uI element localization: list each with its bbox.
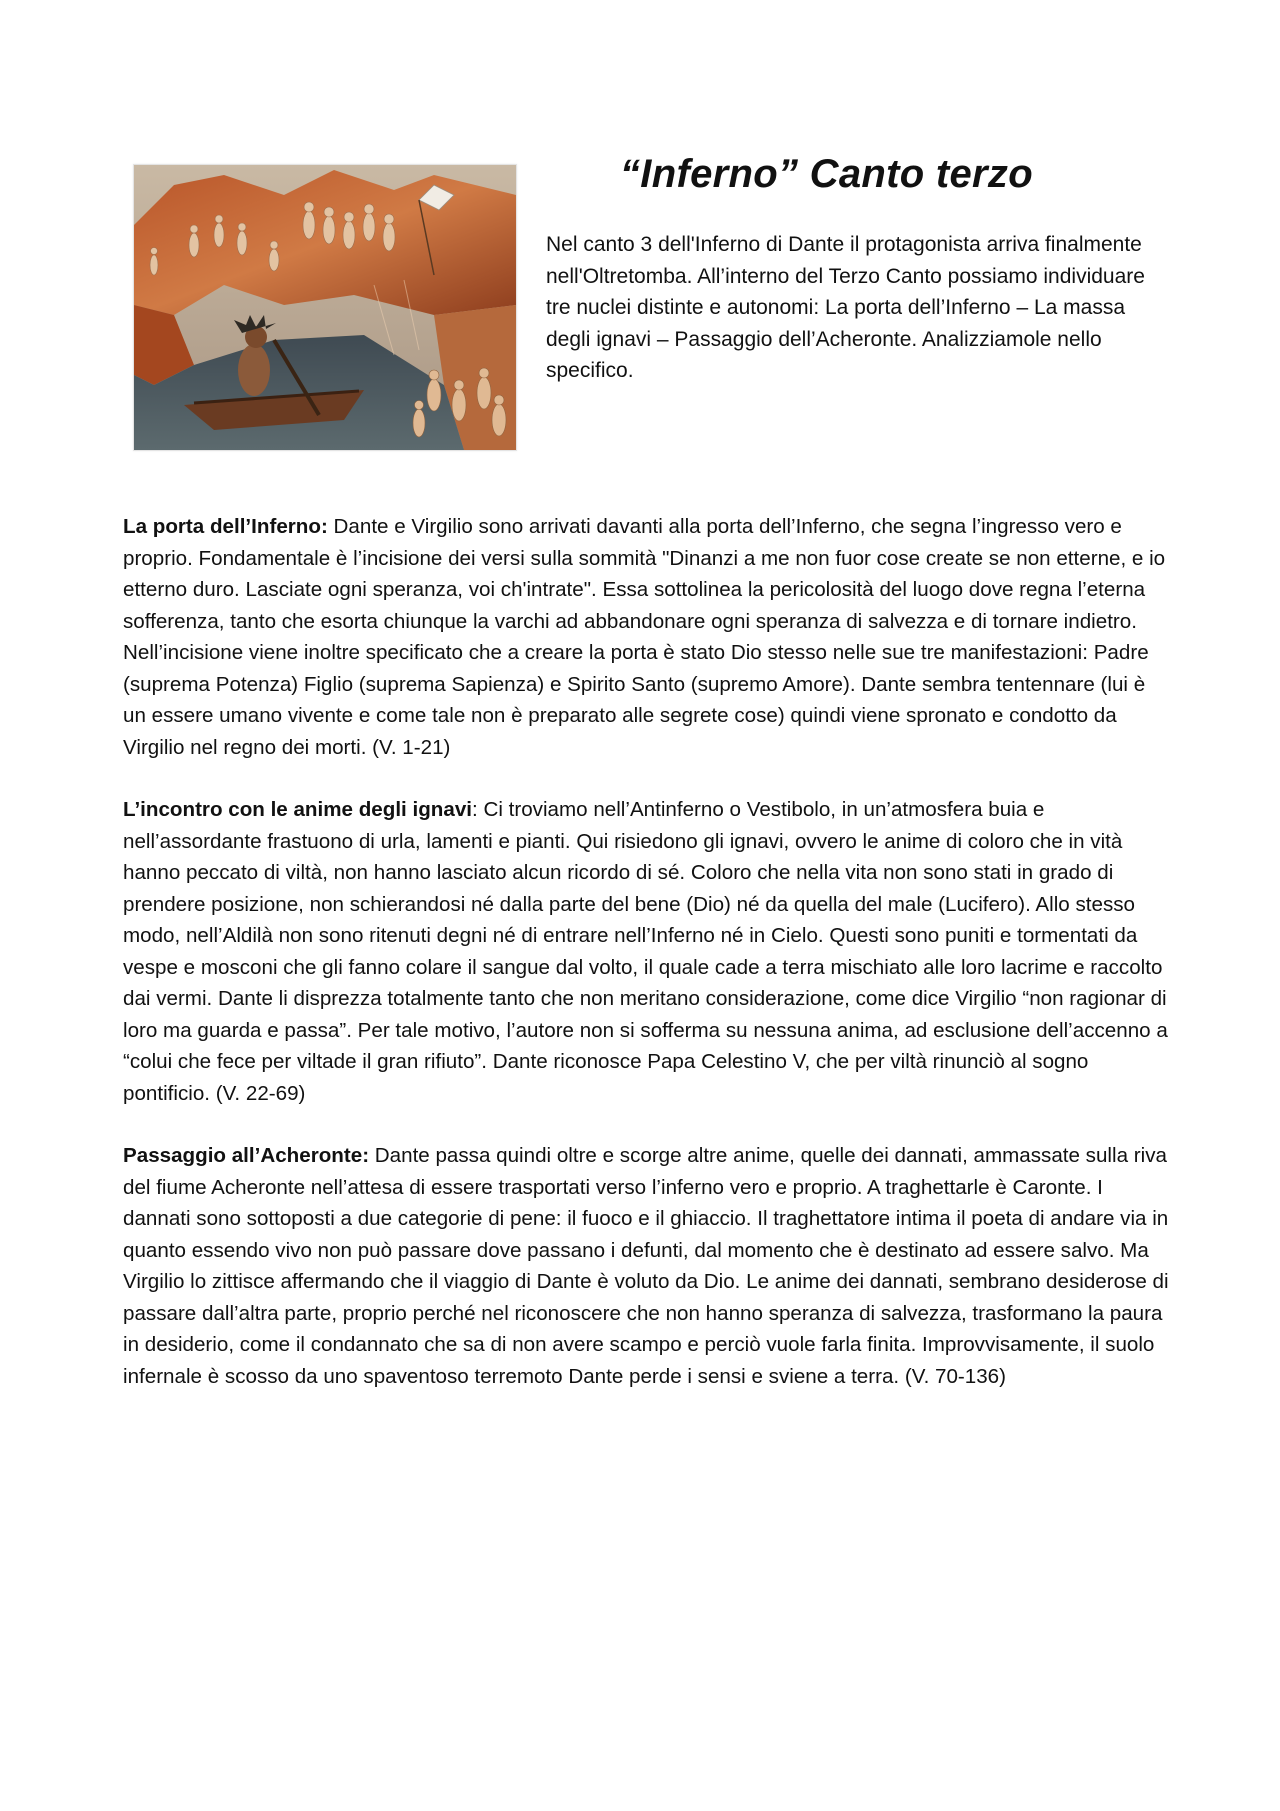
section-ignavi [123, 794, 1173, 1109]
section-acheronte [123, 1140, 1173, 1392]
inferno-illustration [133, 164, 517, 451]
section-porta-inferno [123, 511, 1173, 763]
page-title: “Inferno” Canto terzo [620, 152, 1033, 196]
section-heading: La porta dell’Inferno: [123, 515, 328, 538]
section-text: : Ci troviamo nell’Antinferno o Vestibolo, in un’atmosfera buia e nell’assordante frastuono di urla, lamenti e pianti. Qui risiedono gli ignavi, ovvero le anime di coloro che in vità hanno peccato di viltà, non hanno lasciato alcun ricordo di sé. Coloro che nella vita non sono stati in grado di prendere posizione, non schierandosi né dalla parte del bene (Dio) né da quella del male (Lucifero). Allo stesso modo, nell’Aldilà non sono ritenuti degni né di entrare nell’Inferno né in Cielo. Questi sono puniti e tormentati da vespe e mosconi che gli fanno colare il sangue dal volto, il quale cade a terra mischiato alle loro lacrime e raccolto dai vermi. Dante li disprezza totalmente tanto che non meritano considerazione, come dice Virgilio “non ragionar di loro ma guarda e passa”. Per tale motivo, l’autore non si sofferma su nessuna anima, ad esclusione dell’accenno a “colui che fece per viltade il gran rifiuto”. Dante riconosce Papa Celestino V, che per viltà rinunciò al sogno pontificio. (V. 22-69) [123, 798, 1168, 1105]
section-text: Dante passa quindi oltre e scorge altre anime, quelle dei dannati, ammassate sulla riva del fiume Acheronte nell’attesa di essere trasportati verso l’inferno vero e proprio. A traghettarle è Caronte. I dannati sono sottoposti a due categorie di pene: il fuoco e il ghiaccio. Il traghettatore intima il poeta di andare via in quanto essendo vivo non può passare dove passano i defunti, dal momento che è destinato ad essere salvo. Ma Virgilio lo zittisce affermando che il viaggio di Dante è voluto da Dio. Le anime dei dannati, sembrano desiderose di passare dall’altra parte, proprio perché nel riconoscere che non hanno speranza di salvezza, trasformano la paura in desiderio, come il condannato che sa di non avere scampo e perciò vuole farla finita. Improvvisamente, il suolo infernale è scosso da uno spaventoso terremoto Dante perde i sensi e sviene a terra. (V. 70-136) [123, 1144, 1169, 1388]
section-text: Dante e Virgilio sono arrivati davanti alla porta dell’Inferno, che segna l’ingresso vero e proprio. Fondamentale è l’incisione dei versi sulla sommità "Dinanzi a me non fuor cose create se non etterne, e io etterno duro. Lasciate ogni speranza, voi ch'intrate". Essa sottolinea la pericolosità del luogo dove regna l’eterna sofferenza, tanto che esorta chiunque la varchi ad abbandonare ogni speranza di salvezza e di tornare indietro. Nell’incisione viene inoltre specificato che a creare la porta è stato Dio stesso nelle sue tre manifestazioni: Padre (suprema Potenza) Figlio (suprema Sapienza) e Spirito Santo (supremo Amore). Dante sembra tentennare (lui è un essere umano vivente e come tale non è preparato alle segrete cose) quindi viene spronato e condotto da Virgilio nel regno dei morti. (V. 1-21) [123, 515, 1166, 759]
section-heading: L’incontro con le anime degli ignavi [123, 798, 473, 821]
section-heading: Passaggio all’Acheronte: [123, 1144, 370, 1167]
painting-charon-boat-icon [134, 165, 516, 450]
intro-paragraph: Nel canto 3 dell'Inferno di Dante il protagonista arriva finalmente nell'Oltretomba. All’interno del Terzo Canto possiamo individuare tre nuclei distinte e autonomi: La porta dell’Inferno – La massa degli ignavi – Passaggio dell’Acheronte. Analizziamole nello specifico. [546, 233, 1145, 382]
